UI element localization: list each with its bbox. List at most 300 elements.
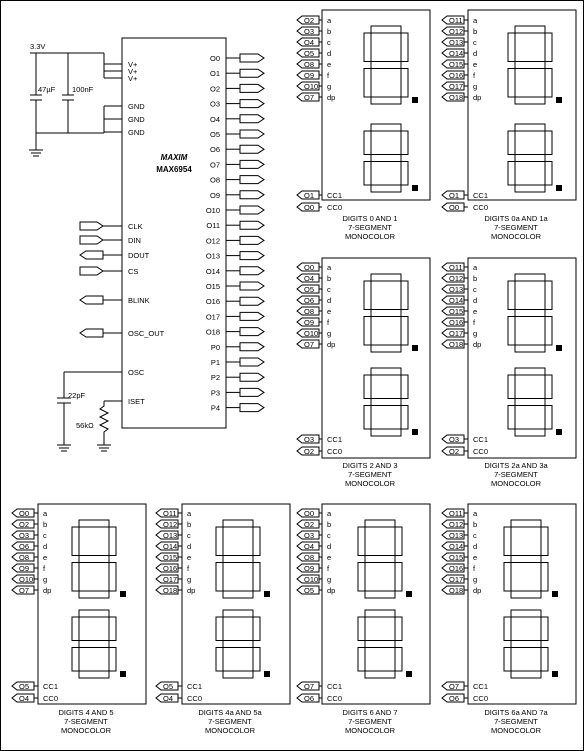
- common-pin-label: CC0: [473, 447, 489, 456]
- chip-pins: [80, 54, 264, 413]
- segment-pin-label: a: [473, 263, 478, 272]
- display-caption: MONOCOLOR: [490, 479, 542, 488]
- decimal-point: [412, 97, 418, 103]
- common-pin-label: CC1: [43, 682, 59, 691]
- display-module: [297, 10, 430, 241]
- port-label: O18: [449, 93, 464, 102]
- segment: [365, 520, 395, 527]
- segment-pin-label: e: [327, 60, 332, 69]
- segment: [365, 641, 395, 648]
- segment: [508, 375, 515, 399]
- segment-pin-label: g: [327, 329, 332, 338]
- segment-pin-label: f: [327, 318, 330, 327]
- display-caption: 7-SEGMENT: [208, 717, 252, 726]
- segment-pin-label: a: [327, 509, 332, 518]
- port-label: O8: [304, 60, 315, 69]
- output-port: [240, 388, 264, 396]
- chip-pin-label: V+: [128, 74, 138, 83]
- port-label: O3: [304, 27, 315, 36]
- decimal-point: [556, 97, 562, 103]
- port-label: O7: [304, 340, 315, 349]
- port-label: O2: [449, 447, 460, 456]
- port-label: O6: [449, 694, 460, 703]
- segment: [515, 310, 545, 317]
- port-label: O17: [449, 575, 464, 584]
- segment: [79, 671, 109, 678]
- port-label: O9: [304, 564, 315, 573]
- chip-part-number: MAX6954: [156, 165, 192, 174]
- segment-pin-label: b: [327, 520, 332, 529]
- segment: [79, 641, 109, 648]
- output-port: [240, 176, 264, 184]
- port-label: O14: [449, 296, 464, 305]
- segment-pin-label: d: [327, 296, 332, 305]
- segment-pin-label: f: [43, 564, 46, 573]
- segment: [364, 317, 371, 346]
- segment-pin-label: f: [473, 318, 476, 327]
- segment: [511, 520, 541, 527]
- port-label: O15: [449, 60, 464, 69]
- segment-pin-label: a: [43, 509, 48, 518]
- chip-pin-label: O6: [209, 145, 220, 155]
- segment: [371, 274, 401, 281]
- segment-pin-label: d: [473, 296, 478, 305]
- decimal-point: [412, 429, 418, 435]
- segment-pin-label: b: [473, 520, 478, 529]
- decimal-point: [556, 429, 562, 435]
- display-caption: 7-SEGMENT: [348, 717, 392, 726]
- segment: [508, 33, 515, 62]
- chip-pin-label: ISET: [128, 397, 145, 406]
- chip-pin-label: CS: [128, 267, 139, 276]
- segment: [371, 310, 401, 317]
- segment: [515, 368, 545, 375]
- segment-pin-label: a: [473, 16, 478, 25]
- output-port: [240, 297, 264, 305]
- segment: [72, 617, 79, 641]
- segment-pin-label: d: [187, 542, 192, 551]
- decimal-point: [264, 671, 270, 677]
- port-label: O1: [304, 191, 315, 200]
- chip-pin-label: GND: [128, 115, 145, 124]
- chip-pin-label: O13: [205, 251, 220, 261]
- common-pin-label: CC1: [187, 682, 203, 691]
- segment-pin-label: f: [327, 71, 330, 80]
- port-label: O11: [449, 16, 463, 25]
- display-box: [468, 10, 576, 200]
- segment-pin-label: dp: [327, 586, 336, 595]
- segment: [109, 648, 116, 672]
- segment-pin-label: c: [473, 285, 477, 294]
- output-port: [240, 160, 264, 168]
- output-port: [240, 328, 264, 336]
- segment: [401, 162, 408, 186]
- display-caption: 7-SEGMENT: [64, 717, 108, 726]
- segment: [371, 399, 401, 406]
- maxim-logo: MAXIM: [160, 153, 188, 162]
- segment: [109, 617, 116, 641]
- chip-pin-label: GND: [128, 128, 145, 137]
- segment-pin-label: dp: [473, 586, 482, 595]
- port-label: O10: [304, 575, 319, 584]
- port-label: O3: [304, 435, 315, 444]
- cap-bulk-label: 47µF: [38, 85, 56, 94]
- port-label: O12: [449, 27, 464, 36]
- port-label: O9: [304, 71, 315, 80]
- output-port: [240, 358, 264, 366]
- segment: [511, 671, 541, 678]
- port-label: O16: [449, 564, 464, 573]
- output-port: [240, 84, 264, 92]
- output-port: [240, 282, 264, 290]
- segment: [515, 429, 545, 436]
- chip-pin-label: BLINK: [128, 296, 150, 305]
- chip-pin-label: P2: [210, 373, 220, 383]
- segment-pin-label: b: [187, 520, 192, 529]
- segment: [508, 162, 515, 186]
- segment: [401, 406, 408, 430]
- segment: [358, 527, 365, 556]
- segment-pin-label: d: [473, 49, 478, 58]
- segment-pin-label: g: [327, 575, 332, 584]
- port-label: O1: [449, 191, 460, 200]
- segment-pin-label: d: [327, 542, 332, 551]
- display-module: [442, 258, 576, 488]
- output-port: [240, 236, 264, 244]
- segment: [508, 406, 515, 430]
- segment: [504, 648, 511, 672]
- segment: [358, 648, 365, 672]
- segment-pin-label: c: [473, 38, 477, 47]
- decimal-point: [556, 185, 562, 191]
- segment-pin-label: e: [473, 60, 478, 69]
- display-module: [12, 504, 146, 735]
- segment: [79, 520, 109, 527]
- port-label: O17: [449, 82, 464, 91]
- display-caption: MONOCOLOR: [490, 232, 542, 241]
- port-label: O0: [304, 263, 315, 272]
- output-port: [240, 145, 264, 153]
- segment: [504, 527, 511, 556]
- segment: [364, 131, 371, 155]
- segment: [109, 527, 116, 556]
- port-label: O17: [163, 575, 178, 584]
- display-caption: DIGITS 2a AND 3a: [484, 461, 548, 470]
- segment-pin-label: a: [327, 263, 332, 272]
- signal-port: [80, 267, 103, 275]
- segment: [371, 26, 401, 33]
- segment-pin-label: b: [473, 274, 478, 283]
- display-caption: DIGITS 6a AND 7a: [484, 708, 548, 717]
- segment: [253, 648, 260, 672]
- output-port: [240, 343, 264, 351]
- decimal-point: [406, 671, 412, 677]
- port-label: O9: [304, 318, 315, 327]
- segment: [72, 563, 79, 592]
- display-box: [322, 258, 430, 458]
- segment: [541, 648, 548, 672]
- decimal-point: [120, 671, 126, 677]
- common-pin-label: CC0: [187, 694, 203, 703]
- segment-pin-label: c: [187, 531, 191, 540]
- segment-pin-label: b: [473, 27, 478, 36]
- common-pin-label: CC1: [327, 191, 343, 200]
- segment: [395, 648, 402, 672]
- segment: [358, 563, 365, 592]
- port-label: O0: [19, 509, 30, 518]
- port-label: O2: [304, 447, 315, 456]
- chip-pin-label: V+: [128, 67, 138, 76]
- segment-pin-label: a: [473, 509, 478, 518]
- port-label: O12: [449, 520, 464, 529]
- chip-pin-label: V+: [128, 60, 138, 69]
- segment: [358, 617, 365, 641]
- signal-port: [80, 296, 103, 304]
- segment: [79, 591, 109, 598]
- segment: [364, 162, 371, 186]
- display-module: [297, 504, 430, 735]
- segment: [79, 610, 109, 617]
- port-label: O4: [304, 542, 315, 551]
- segment: [401, 375, 408, 399]
- segment: [401, 131, 408, 155]
- output-port: [240, 191, 264, 199]
- segment: [216, 648, 223, 672]
- output-port: [240, 130, 264, 138]
- port-label: O10: [304, 82, 319, 91]
- segment: [223, 671, 253, 678]
- segment: [511, 556, 541, 563]
- port-label: O7: [304, 93, 315, 102]
- port-label: O14: [163, 542, 178, 551]
- output-port: [240, 115, 264, 123]
- segment: [371, 155, 401, 162]
- port-label: O13: [449, 285, 464, 294]
- display-caption: DIGITS 0 AND 1: [342, 214, 398, 223]
- port-label: O13: [163, 531, 178, 540]
- port-label: O9: [19, 564, 30, 573]
- signal-port: [80, 222, 103, 230]
- segment: [504, 563, 511, 592]
- port-label: O15: [449, 553, 464, 562]
- port-label: O8: [19, 553, 30, 562]
- port-label: O6: [19, 542, 30, 551]
- port-label: O4: [304, 38, 315, 47]
- display-caption: MONOCOLOR: [344, 726, 396, 735]
- common-pin-label: CC0: [327, 447, 343, 456]
- segment-pin-label: dp: [187, 586, 196, 595]
- chip-pin-label: O12: [205, 236, 220, 246]
- port-label: O4: [304, 274, 315, 283]
- iset-resistor-label: 56kΩ: [76, 421, 94, 430]
- chip-pin-label: GND: [128, 102, 145, 111]
- display-caption: 7-SEGMENT: [494, 223, 538, 232]
- display-caption: 7-SEGMENT: [494, 717, 538, 726]
- port-label: O0: [449, 203, 460, 212]
- segment: [545, 131, 552, 155]
- segment: [371, 429, 401, 436]
- chip-pin-label: O8: [209, 175, 220, 185]
- port-label: O0: [304, 203, 315, 212]
- port-label: O3: [304, 531, 315, 540]
- chip-pin-label: O9: [209, 190, 220, 200]
- segment: [72, 527, 79, 556]
- segment: [365, 610, 395, 617]
- display-module: [297, 258, 430, 488]
- segment: [401, 281, 408, 310]
- segment: [364, 33, 371, 62]
- segment-pin-label: g: [327, 82, 332, 91]
- segment: [371, 185, 401, 192]
- segment: [79, 556, 109, 563]
- chip-pin-label: P0: [210, 342, 220, 352]
- decimal-point: [120, 591, 126, 597]
- port-label: O5: [304, 49, 315, 58]
- segment: [511, 641, 541, 648]
- segment: [508, 281, 515, 310]
- segment: [541, 563, 548, 592]
- segment-pin-label: a: [327, 16, 332, 25]
- chip-pin-label: O14: [205, 266, 220, 276]
- segment: [216, 617, 223, 641]
- segment: [371, 124, 401, 131]
- chip-pin-label: O7: [209, 160, 220, 170]
- output-port: [240, 373, 264, 381]
- segment: [401, 69, 408, 98]
- segment: [515, 274, 545, 281]
- segment-pin-label: f: [473, 71, 476, 80]
- common-pin-label: CC0: [43, 694, 59, 703]
- segment: [545, 33, 552, 62]
- segment-pin-label: dp: [43, 586, 52, 595]
- chip-pin-label: O2: [209, 84, 220, 94]
- segment: [508, 317, 515, 346]
- segment-pin-label: b: [327, 274, 332, 283]
- chip-pin-label: P3: [210, 388, 220, 398]
- port-label: O18: [449, 586, 464, 595]
- display-caption: 7-SEGMENT: [494, 470, 538, 479]
- segment: [395, 617, 402, 641]
- segment: [545, 406, 552, 430]
- segment: [545, 69, 552, 98]
- port-label: O18: [163, 586, 178, 595]
- display-caption: 7-SEGMENT: [348, 223, 392, 232]
- segment: [223, 556, 253, 563]
- display-caption: DIGITS 2 AND 3: [342, 461, 398, 470]
- display-caption: 7-SEGMENT: [348, 470, 392, 479]
- port-label: O4: [163, 694, 174, 703]
- display-caption: MONOCOLOR: [344, 479, 396, 488]
- signal-port: [80, 236, 103, 244]
- segment: [223, 520, 253, 527]
- port-label: O11: [449, 509, 463, 518]
- port-label: O3: [19, 531, 30, 540]
- port-label: O10: [304, 329, 319, 338]
- segment: [365, 591, 395, 598]
- signal-port: [80, 251, 103, 259]
- display-module: [156, 504, 290, 735]
- output-port: [240, 221, 264, 229]
- port-label: O13: [449, 531, 464, 540]
- chip-pin-label: O5: [209, 130, 220, 139]
- segment-pin-label: c: [327, 38, 331, 47]
- osc-cap-label: 22pF: [68, 391, 86, 400]
- segment: [515, 97, 545, 104]
- decimal-point: [556, 345, 562, 351]
- port-label: O12: [163, 520, 178, 529]
- segment-pin-label: c: [327, 285, 331, 294]
- segment-pin-label: e: [187, 553, 192, 562]
- display-module: [442, 10, 576, 241]
- segment: [515, 62, 545, 69]
- segment: [545, 162, 552, 186]
- common-pin-label: CC0: [327, 203, 343, 212]
- segment: [515, 185, 545, 192]
- output-port: [240, 312, 264, 320]
- segment: [72, 648, 79, 672]
- chip-pin-label: O17: [205, 312, 220, 322]
- output-port: [240, 69, 264, 77]
- display-box: [322, 10, 430, 200]
- port-label: O6: [304, 296, 315, 305]
- segment: [371, 62, 401, 69]
- segment-pin-label: e: [473, 307, 478, 316]
- segment-pin-label: dp: [327, 340, 336, 349]
- port-label: O16: [449, 71, 464, 80]
- segment: [541, 617, 548, 641]
- port-label: O16: [449, 318, 464, 327]
- segment-pin-label: e: [327, 553, 332, 562]
- chip-pin-label: O0: [209, 54, 220, 63]
- segment: [253, 617, 260, 641]
- segment: [371, 345, 401, 352]
- port-label: O12: [449, 274, 464, 283]
- chip-pin-label: O10: [205, 206, 220, 215]
- segment-pin-label: c: [327, 531, 331, 540]
- chip-pin-label: O11: [206, 221, 220, 231]
- chip-pin-label: O4: [209, 114, 220, 124]
- port-label: O15: [163, 553, 178, 562]
- segment-pin-label: e: [327, 307, 332, 316]
- port-label: O2: [304, 16, 315, 25]
- segment: [395, 563, 402, 592]
- common-pin-label: CC1: [327, 682, 343, 691]
- segment-pin-label: d: [473, 542, 478, 551]
- port-label: O5: [304, 285, 315, 294]
- segment-pin-label: b: [43, 520, 48, 529]
- output-port: [240, 267, 264, 275]
- port-label: O3: [449, 435, 460, 444]
- segment-pin-label: g: [473, 82, 478, 91]
- port-label: O14: [449, 49, 464, 58]
- output-port: [240, 206, 264, 214]
- common-pin-label: CC0: [473, 694, 489, 703]
- port-label: O4: [19, 694, 30, 703]
- common-pin-label: CC0: [473, 203, 489, 212]
- display-caption: MONOCOLOR: [344, 232, 396, 241]
- port-label: O5: [163, 682, 174, 691]
- segment: [511, 610, 541, 617]
- cap-decoupling-label: 100nF: [72, 85, 94, 94]
- port-label: O10: [19, 575, 34, 584]
- display-module: [442, 504, 576, 735]
- chip-pin-label: O16: [205, 297, 220, 307]
- segment: [364, 69, 371, 98]
- segment-pin-label: g: [43, 575, 48, 584]
- display-caption: DIGITS 4a AND 5a: [198, 708, 262, 717]
- segment: [223, 591, 253, 598]
- display-caption: MONOCOLOR: [490, 726, 542, 735]
